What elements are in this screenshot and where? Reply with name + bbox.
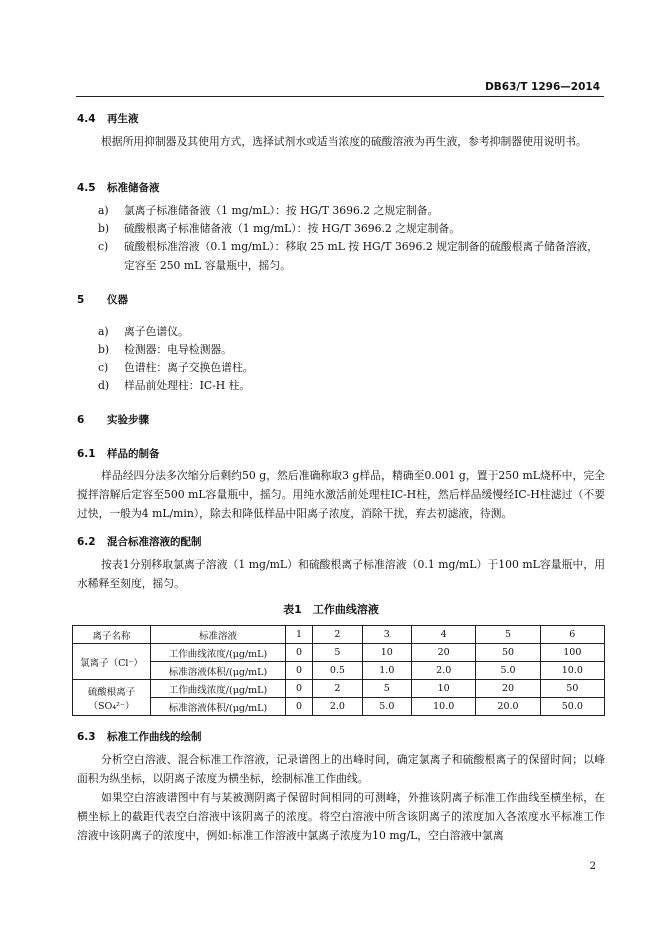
row-label-cell: 标准溶液体积/(μg/mL) <box>151 698 286 716</box>
heading-number: 6 <box>77 414 85 426</box>
table-cell: 2 <box>313 680 362 698</box>
table-row <box>73 662 605 680</box>
list-marker: d) <box>98 379 110 392</box>
table-header-cell: 6 <box>540 626 604 644</box>
list-marker: b) <box>98 343 110 356</box>
list-text: 氯离子标准储备液（1 mg/mL）：按 HG/T 3696.2 之规定制备。 <box>124 204 439 217</box>
table-cell: 0 <box>286 680 313 698</box>
table-header-cell: 离子名称 <box>73 626 151 644</box>
list-marker: c) <box>98 240 109 253</box>
table-header-cell: 4 <box>412 626 476 644</box>
table-cell: 10.0 <box>412 698 476 716</box>
heading-title: 标准工作曲线的绘制 <box>107 731 202 743</box>
list-text: 离子色谱仪。 <box>124 325 189 338</box>
ion-name-cell: 氯离子（Cl⁻） <box>73 644 151 680</box>
list-text: 色谱柱：离子交换色谱柱。 <box>124 361 254 374</box>
heading-title: 实验步骤 <box>107 414 149 426</box>
table-cell: 10 <box>362 644 411 662</box>
table-cell: 2.0 <box>412 662 476 680</box>
heading-number: 6.1 <box>77 448 96 460</box>
table-cell: 5 <box>362 680 411 698</box>
working-curve-table <box>72 625 605 716</box>
heading-title: 标准储备液 <box>107 182 160 194</box>
paragraph-regenerant: 根据所用抑制器及其使用方式，选择试剂水或适当浓度的硫酸溶液为再生液，参考抑制器使用说明书。 <box>101 135 587 148</box>
heading-6 <box>77 412 149 427</box>
paragraph-blank-correction: 如果空白溶液谱图中有与某被测阴离子保留时间相同的可测峰，外推该阴离子标准工作曲线至横坐标，在横坐标上的截距代表空白溶液中该阴离子的浓度。将空白溶液中所含该阴离子的浓度加入各浓度水平标准工作溶液中该阴离子的浓度中，例如:标准工作溶液中氯离子浓度为10 mg/L，空白溶液中氯离 <box>77 791 605 842</box>
list-item <box>98 237 603 275</box>
heading-number: 4.4 <box>77 113 96 125</box>
list-item <box>98 340 603 359</box>
list-marker: b) <box>98 222 110 235</box>
table-cell: 0 <box>286 662 313 680</box>
table-caption: 表1 工作曲线溶液 <box>283 603 379 616</box>
heading-number: 6.3 <box>77 731 96 743</box>
table-cell: 20 <box>476 680 540 698</box>
list-item <box>98 219 603 238</box>
paragraph-calibration: 分析空白溶液、混合标准工作溶液，记录谱图上的出峰时间，确定氯离子和硫酸根离子的保留时间；以峰面积为纵坐标，以阴离子浓度为横坐标，绘制标准工作曲线。 <box>77 753 605 785</box>
table-header-row <box>73 626 605 644</box>
list-marker: a) <box>98 325 109 338</box>
list-item <box>98 376 603 395</box>
table-cell: 5 <box>313 644 362 662</box>
table-row <box>73 644 605 662</box>
table-cell: 10.0 <box>540 662 604 680</box>
table-cell: 20 <box>412 644 476 662</box>
table-cell: 10 <box>412 680 476 698</box>
row-label-cell: 工作曲线浓度/(μg/mL) <box>151 644 286 662</box>
heading-6-2 <box>77 534 202 549</box>
heading-6-3 <box>77 729 202 744</box>
list-item <box>98 201 603 220</box>
table-cell: 0 <box>286 644 313 662</box>
heading-5 <box>77 292 128 307</box>
heading-4-5 <box>77 180 160 195</box>
table-header-cell: 1 <box>286 626 313 644</box>
table-cell: 100 <box>540 644 604 662</box>
ion-name-cell: 硫酸根离子（SO₄²⁻） <box>73 680 151 716</box>
heading-title: 混合标准溶液的配制 <box>107 536 202 548</box>
table-cell: 50 <box>540 680 604 698</box>
heading-4-4 <box>77 111 139 126</box>
list-text: 硫酸根离子标准储备液（1 mg/mL）：按 HG/T 3696.2 之规定制备。 <box>124 222 460 235</box>
standard-code: DB63/T 1296—2014 <box>485 81 600 93</box>
table-cell: 5.0 <box>362 698 411 716</box>
list-marker: a) <box>98 204 109 217</box>
table-row <box>73 680 605 698</box>
heading-title: 再生液 <box>107 113 139 125</box>
paragraph-sample-prep: 样品经四分法多次缩分后剩约50 g，然后准确称取3 g样品，精确至0.001 g，置于250 mL烧杯中，完全搅拌溶解后定容至500 mL容量瓶中，摇匀。用纯水激活前处理柱IC-H柱，然后样品缓慢经IC-H柱滤过（不要过快，一般为4 mL/min），除去和降低样品中阳离子浓度，消除干扰，弃去初滤液，待测。 <box>77 469 605 520</box>
table-cell: 5.0 <box>476 662 540 680</box>
heading-number: 4.5 <box>77 182 96 194</box>
heading-6-1 <box>77 446 160 461</box>
table-cell: 0 <box>286 698 313 716</box>
list-text: 检测器：电导检测器。 <box>124 343 232 356</box>
list-item <box>98 358 603 377</box>
list-item <box>98 322 603 341</box>
table-header-cell: 标准溶液 <box>151 626 286 644</box>
table-row <box>73 698 605 716</box>
table-cell: 0.5 <box>313 662 362 680</box>
row-label-cell: 工作曲线浓度/(μg/mL) <box>151 680 286 698</box>
paragraph-mixed-standard: 按表1分别移取氯离子溶液（1 mg/mL）和硫酸根离子标准溶液（0.1 mg/mL）于100 mL容量瓶中，用水稀释至刻度，摇匀。 <box>77 558 605 590</box>
page-number: 2 <box>589 861 596 872</box>
table-cell: 50 <box>476 644 540 662</box>
list-text: 硫酸根标准溶液（0.1 mg/mL）：移取 25 mL 按 HG/T 3696.2 规定制备的硫酸根离子储备溶液，定容至 250 mL 容量瓶中，摇匀。 <box>124 240 599 272</box>
table-header-cell: 3 <box>362 626 411 644</box>
list-marker: c) <box>98 361 109 374</box>
table-cell: 20.0 <box>476 698 540 716</box>
header-rule <box>76 96 604 97</box>
heading-number: 5 <box>77 294 85 306</box>
table-header-cell: 2 <box>313 626 362 644</box>
heading-number: 6.2 <box>77 536 96 548</box>
table-cell: 2.0 <box>313 698 362 716</box>
heading-title: 仪器 <box>107 294 128 306</box>
list-text: 样品前处理柱：IC-H 柱。 <box>124 379 251 392</box>
table-cell: 50.0 <box>540 698 604 716</box>
table-header-cell: 5 <box>476 626 540 644</box>
row-label-cell: 标准溶液体积/(μg/mL) <box>151 662 286 680</box>
heading-title: 样品的制备 <box>107 448 160 460</box>
table-cell: 1.0 <box>362 662 411 680</box>
